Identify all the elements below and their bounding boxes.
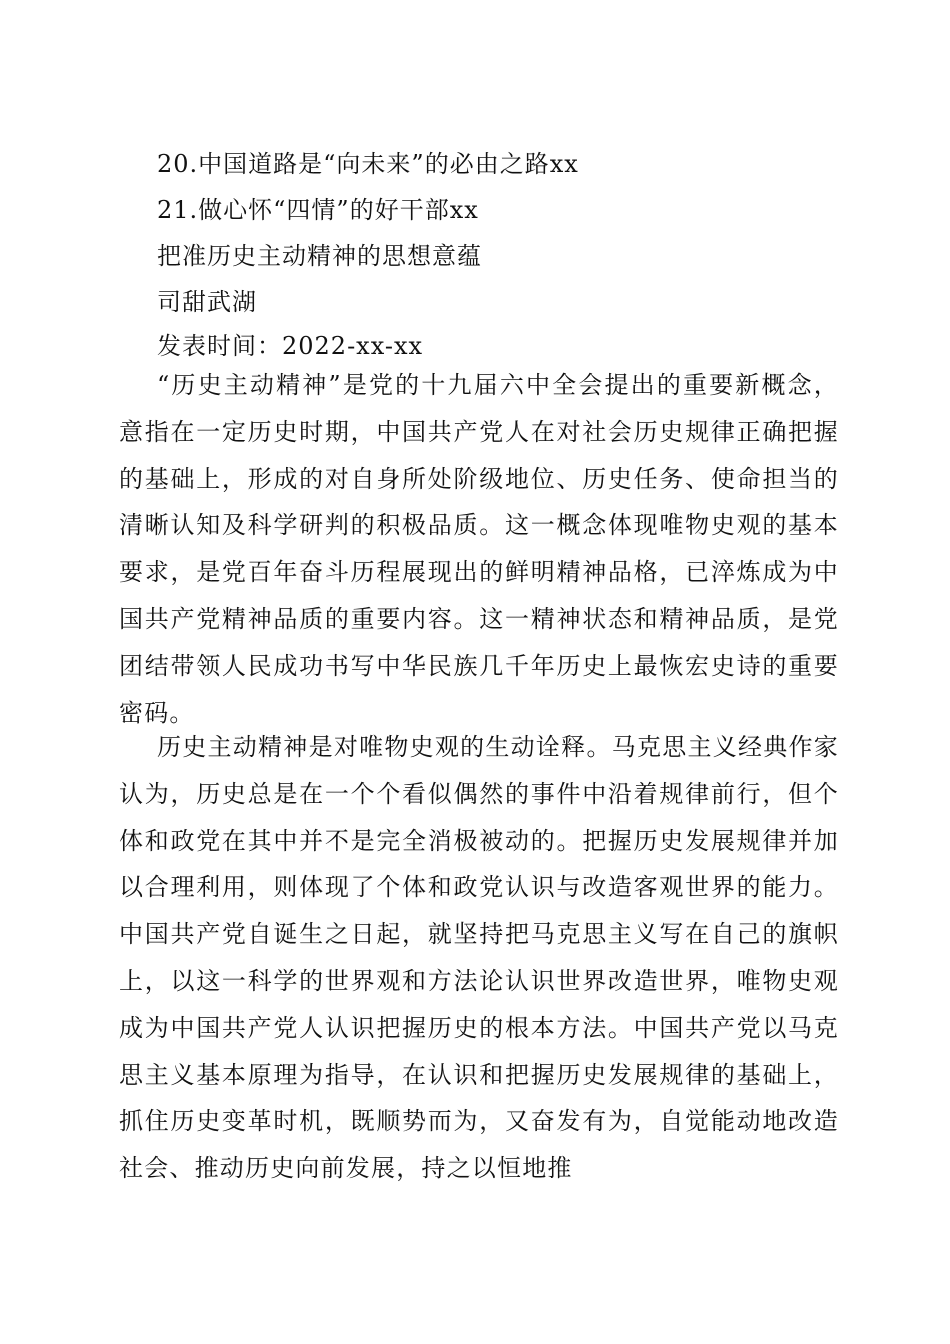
paragraph-1: “历史主动精神”是党的十九届六中全会提出的重要新概念，意指在一定历史时期，中国共产党人在对社会历史规律正确把握的基础上，形成的对自身所处阶级地位、历史任务、使命担当的清晰认知及科学研判的积极品质。这一概念体现唯物史观的基本要求，是党百年奋斗历程展现出的鲜明精神品格，已淬炼成为中国共产党精神品质的重要内容。这一精神状态和精神品质，是党团结带领人民成功书写中华民族几千年历史上最恢宏史诗的重要密码。	[119, 371, 839, 727]
author: 司甜武湖	[157, 288, 257, 316]
article-title: 把准历史主动精神的思想意蕴	[157, 242, 482, 270]
list-item-21: 21.做心怀“四情”的好干部xx	[157, 196, 479, 224]
list-item-20: 20.中国道路是“向未来”的必由之路xx	[157, 150, 579, 178]
publish-time: 发表时间：2022-xx-xx	[157, 332, 424, 360]
paragraph-2: 历史主动精神是对唯物史观的生动诠释。马克思主义经典作家认为，历史总是在一个个看似偶然的事件中沿着规律前行，但个体和政党在其中并不是完全消极被动的。把握历史发展规律并加以合理利用，则体现了个体和政党认识与改造客观世界的能力。中国共产党自诞生之日起，就坚持把马克思主义写在自己的旗帜上，以这一科学的世界观和方法论认识世界改造世界，唯物史观成为中国共产党人认识把握历史的根本方法。中国共产党以马克思主义基本原理为指导，在认识和把握历史发展规律的基础上，抓住历史变革时机，既顺势而为，又奋发有为，自觉能动地改造社会、推动历史向前发展，持之以恒地推	[119, 733, 839, 1183]
